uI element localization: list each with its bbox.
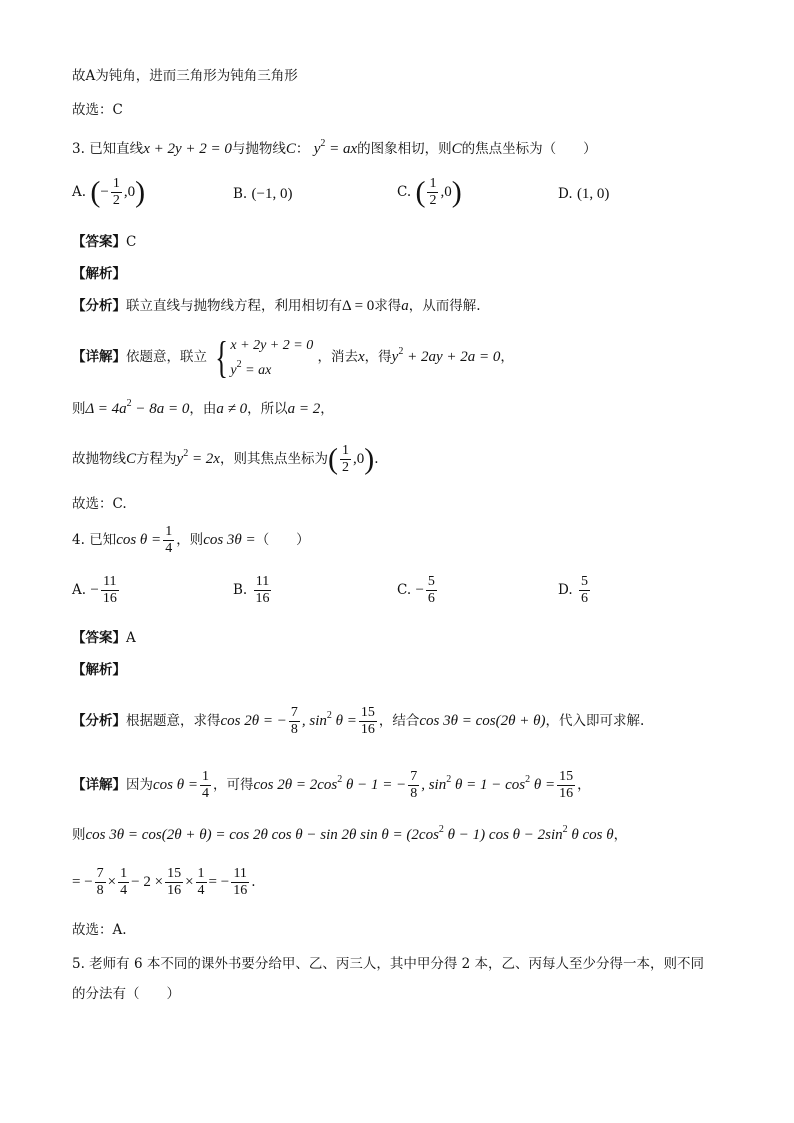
q3-delta-expr-2: − 8a = 0: [135, 401, 190, 417]
q3-option-a-sign: −: [100, 184, 109, 200]
q4-option-b-label: B.: [233, 582, 248, 598]
q4-detail-n2: 7: [410, 769, 418, 784]
q3-stem: [72, 134, 597, 159]
q4-detail-e3-c: θ =: [533, 777, 556, 793]
q4-text-c: （ ）: [255, 532, 310, 548]
q3-detail: [72, 330, 514, 380]
q4-compute-frac-3: [165, 866, 183, 899]
q4-compute-frac-2: [118, 866, 129, 899]
q4-expand-end: ，: [613, 827, 628, 843]
q3-option-a-label: A.: [72, 184, 87, 200]
q4-answer: [72, 628, 136, 648]
q4-compute-a: = −: [72, 874, 93, 890]
q4-detail-e2: $\cos 2\theta = 2\cos^2$ θ − 1 = −: [253, 774, 407, 793]
q4-fenxi-d1: 8: [290, 722, 298, 737]
q5-stem-line-1: 5. 老师有 6 本不同的课外书要分给甲、乙、丙三人，其中甲分得 2 本，乙、丙每人至少分得一本，则不同: [72, 956, 705, 972]
q3-fenxi-var: a: [401, 298, 409, 314]
prev-choice: 故选：C: [72, 102, 123, 118]
q3-option-c-label: C.: [397, 184, 412, 200]
q3-option-c-tail: ,0: [440, 184, 452, 200]
q4-option-a-num: 11: [103, 574, 117, 589]
q3-system-row-1: x + 2y + 2 = 0: [230, 337, 314, 353]
q4-compute-frac-5: [231, 866, 249, 899]
q3-fenxi-a: 联立直线与抛物线方程，利用相切有: [126, 298, 342, 314]
q3-analysis-label: 【解析】: [72, 266, 126, 282]
q3-detail-var: x: [358, 349, 365, 365]
q3-option-a-den: 2: [112, 193, 120, 208]
q4-detail-e1: cos θ =: [153, 777, 198, 793]
q3-colon: ：: [295, 141, 310, 157]
q4-expand-a: 则: [72, 827, 86, 843]
q3-option-c-den: 2: [429, 193, 437, 208]
q4-compute-f5n: 11: [233, 866, 247, 881]
q4-detail-frac-1: [200, 769, 211, 802]
q4-expand-e3: θ cos θ: [571, 827, 614, 843]
q4-compute-m: − 2 ×: [131, 874, 164, 890]
q4-given-num: 1: [165, 524, 173, 539]
q3-conc-eq-rhs: = 2x: [191, 451, 220, 467]
q4-analysis-tag: [72, 660, 126, 680]
q3-curve-name-2: C: [451, 141, 462, 157]
q3-delta-cond: a ≠ 0: [216, 401, 248, 417]
q3-detail-end: ，: [500, 349, 514, 365]
q3-conc-num: 1: [341, 443, 349, 458]
q4-detail-e3-a: , sin: [421, 777, 447, 793]
q4-fenxi-e2: , $\sin^2 \theta$ =: [301, 710, 357, 729]
q3-delta-expr: $\Delta = 4a^2 - 8a = 0$: [85, 398, 190, 417]
q4-fenxi-e2-a: , sin: [301, 713, 327, 729]
q4-compute-f2d: 4: [120, 883, 128, 898]
q4-detail-frac-3: [557, 769, 575, 802]
q4-compute-end: .: [251, 874, 256, 890]
q3-text-d: 的焦点坐标为（ ）: [461, 141, 597, 157]
q3-option-a-frac: [111, 176, 122, 209]
q3-option-c[interactable]: C. ( $\frac{1}{2}$ ,0): [397, 175, 462, 209]
q4-compute-f4d: 4: [197, 883, 205, 898]
q4-detail-d2: 8: [410, 786, 418, 801]
q4-given-den: 4: [165, 541, 173, 556]
q4-option-a[interactable]: [72, 574, 121, 607]
q4-option-c-den: 6: [427, 591, 435, 606]
q4-expand-expr: cos 3θ = cos(2θ + θ) = cos 2θ cos θ − sin 2θ $\sin \theta = (2\cos^2$ θ − 1) $\cos \theta - 2\sin^2$ θ cos θ: [85, 824, 614, 843]
q3-detail-b: ，消去: [317, 349, 358, 365]
q4-expand-e1: cos 3θ = cos(2θ + θ) = cos 2θ cos θ − sin 2θ sin θ = (2cos: [85, 827, 439, 843]
q4-option-c-label: C.: [397, 582, 412, 598]
q4-text-a: 已知: [89, 532, 117, 548]
q3-text-c: 的图象相切，则: [357, 141, 452, 157]
q4-fenxi-n1: 7: [290, 705, 298, 720]
q4-compute-f1n: 7: [96, 866, 104, 881]
q3-answer: [72, 232, 136, 252]
q4-detail-end: ，: [577, 777, 591, 793]
q4-compute-eq: = −: [208, 874, 230, 890]
q4-option-a-den: 16: [102, 591, 117, 606]
q4-detail-e2-b: θ − 1 = −: [345, 777, 407, 793]
q4-fenxi-frac-2: [359, 705, 377, 738]
q3-text-b: 与抛物线: [231, 141, 286, 157]
q4-option-d[interactable]: [558, 574, 592, 607]
q4-fenxi-e1: cos 2θ = −: [220, 713, 287, 729]
q3-conc-a: 故抛物线: [72, 451, 126, 467]
q3-option-c-frac: [427, 176, 438, 209]
q4-fenxi-n2: 15: [360, 705, 375, 720]
q3-system-row-2-rhs: = ax: [245, 362, 272, 378]
q4-compute-line: [72, 862, 256, 902]
q3-text-a: 已知直线: [89, 141, 144, 157]
q3-conclusion: 故抛物线C方程为$y^2 = 2x$，则其焦点坐标为( $\frac{1}{2}$ ,0).: [72, 442, 379, 476]
q4-compute-f5d: 16: [233, 883, 248, 898]
q4-fenxi-b: ，结合: [378, 713, 420, 729]
q4-compute-x1: ×: [107, 874, 117, 890]
q4-analysis-label: 【解析】: [72, 662, 126, 678]
q3-delta-c: ，所以: [247, 401, 288, 417]
q4-option-d-num: 5: [580, 574, 588, 589]
q4-detail-e3: , $\sin^2 \theta = 1 - \cos^2 \theta$ =: [421, 774, 556, 793]
q4-fenxi-c: ，代入即可求解.: [545, 713, 645, 729]
q4-expand-e2: θ − 1) cos θ − 2sin: [447, 827, 563, 843]
q4-compute-f3d: 16: [167, 883, 182, 898]
q4-answer-tag: 【答案】: [72, 630, 126, 646]
q3-delta-result: a = 2: [287, 401, 321, 417]
q4-option-b-num: 11: [255, 574, 270, 589]
q3-delta-end: ，: [320, 401, 334, 417]
q4-compute-f1d: 8: [96, 883, 104, 898]
q4-answer-value: A: [126, 630, 136, 646]
q4-expand-line: [72, 820, 627, 845]
q3-analysis-tag: [72, 264, 126, 284]
q3-option-b-label: B.: [233, 186, 248, 202]
q3-detail-eq: $y^2 + 2ay + 2a = 0$: [391, 346, 501, 365]
q4-option-d-den: 6: [580, 591, 588, 606]
q4-option-b[interactable]: [233, 574, 274, 607]
q3-curve-rhs: = ax: [329, 141, 358, 157]
q3-detail-tag: 【详解】: [72, 349, 126, 365]
q3-fenxi: [72, 296, 481, 316]
q4-detail: [72, 760, 591, 805]
q3-number: 3.: [72, 141, 85, 157]
q4-compute-f2n: 1: [120, 866, 128, 881]
q4-compute-f4n: 1: [197, 866, 205, 881]
q4-option-c[interactable]: [397, 574, 439, 607]
q3-option-d-label: D.: [558, 186, 573, 202]
q4-detail-n3: 15: [559, 769, 574, 784]
q3-conc-den: 2: [341, 460, 349, 475]
q4-fenxi-e3: cos 3θ = cos(2θ + θ): [419, 713, 546, 729]
q4-given-frac: [163, 524, 174, 557]
q3-conc-frac: [340, 443, 351, 476]
q4-option-a-label: A.: [72, 582, 87, 598]
q3-option-b[interactable]: [233, 186, 292, 203]
q3-curve-name: C: [285, 141, 296, 157]
q3-conc-eq: $y^2 = 2x$: [176, 448, 220, 467]
q4-ask: cos 3θ =: [203, 532, 256, 548]
q4-fenxi-frac-1: [289, 705, 300, 738]
q3-delta-a: 则: [72, 401, 86, 417]
q3-fenxi-tag: 【分析】: [72, 298, 126, 314]
q3-fenxi-delta: Δ = 0: [342, 298, 375, 314]
q4-choice: 故选：A.: [72, 922, 127, 938]
q3-detail-a: 依题意，联立: [126, 349, 207, 365]
q3-curve-expr: $y^2$ = ax: [313, 138, 358, 157]
q3-choice: 故选：C.: [72, 496, 127, 512]
q3-option-a-tail: ,0: [123, 184, 136, 200]
q3-conc-tail: ,0: [352, 451, 365, 467]
q4-text-b: ，则: [176, 532, 204, 548]
q3-system-row-2: $y^2$ = ax: [230, 358, 272, 378]
q3-delta-expr-1: Δ = 4a: [85, 401, 127, 417]
q4-fenxi-e2-b: θ =: [335, 713, 357, 729]
q3-option-d-value: (1, 0): [576, 186, 610, 202]
q3-detail-c: ，得: [364, 349, 392, 365]
q4-fenxi-a: 根据题意，求得: [126, 713, 221, 729]
q3-conc-b: 方程为: [136, 451, 177, 467]
q3-detail-eq-rhs: + 2ay + 2a = 0: [407, 349, 501, 365]
q4-compute-frac-1: [95, 866, 106, 899]
q3-option-c-num: 1: [429, 176, 437, 191]
q4-number: 4.: [72, 532, 85, 548]
q4-stem: [72, 520, 310, 560]
q3-fenxi-b: 求得: [374, 298, 402, 314]
prev-conclusion: 故A为钝角，进而三角形为钝角三角形: [72, 68, 298, 84]
q4-option-d-label: D.: [558, 582, 573, 598]
q4-compute-frac-4: [196, 866, 207, 899]
q4-detail-tag: 【详解】: [72, 777, 126, 793]
q4-option-a-frac: [101, 574, 119, 607]
q3-option-a-num: 1: [112, 176, 120, 191]
q4-option-b-frac: [254, 574, 272, 607]
q4-option-b-den: 16: [255, 591, 270, 606]
q4-detail-e3-b: θ = 1 − cos: [454, 777, 526, 793]
q3-line-expr: x + 2y + 2 = 0: [143, 141, 232, 157]
q3-conc-curve: C: [126, 451, 137, 467]
q4-fenxi-d2: 16: [360, 722, 375, 737]
q4-detail-frac-2: [408, 769, 419, 802]
q4-compute-x2: ×: [185, 874, 194, 890]
q3-answer-value: C: [126, 234, 137, 250]
q5-stem-line-2: 的分法有（ ）: [72, 986, 180, 1002]
q3-equation-system: { x + 2y + 2 = 0 $y^2$ = ax: [215, 332, 314, 382]
q3-delta-b: ，由: [189, 401, 217, 417]
q4-fenxi-tag: 【分析】: [72, 713, 126, 729]
q4-detail-d1: 4: [202, 786, 209, 801]
q4-option-d-frac: [579, 574, 590, 607]
q3-fenxi-c: ，从而得解.: [408, 298, 481, 314]
q4-detail-n1: 1: [202, 769, 209, 784]
q4-fenxi: [72, 696, 644, 741]
q4-option-c-frac: [426, 574, 437, 607]
q4-detail-d3: 16: [559, 786, 574, 801]
q4-detail-e2-a: cos 2θ = 2cos: [253, 777, 338, 793]
q3-option-a[interactable]: A. (− $\frac{1}{2}$ ,0): [72, 175, 146, 209]
q3-conc-end: .: [374, 451, 379, 467]
q4-option-c-num: 5: [427, 574, 435, 589]
q3-option-b-value: (−1, 0): [251, 186, 293, 202]
q4-option-a-sign: −: [90, 582, 99, 598]
q3-answer-tag: 【答案】: [72, 234, 126, 250]
q4-detail-a: 因为: [126, 777, 153, 793]
q4-compute-f3n: 15: [167, 866, 182, 881]
q4-option-c-sign: −: [415, 582, 424, 598]
q3-conc-c: ，则其焦点坐标为: [219, 451, 328, 467]
q4-given: cos θ =: [116, 532, 162, 548]
q3-delta-line: [72, 394, 334, 419]
q4-detail-b: ，可得: [213, 777, 254, 793]
q3-option-d[interactable]: [558, 186, 609, 203]
